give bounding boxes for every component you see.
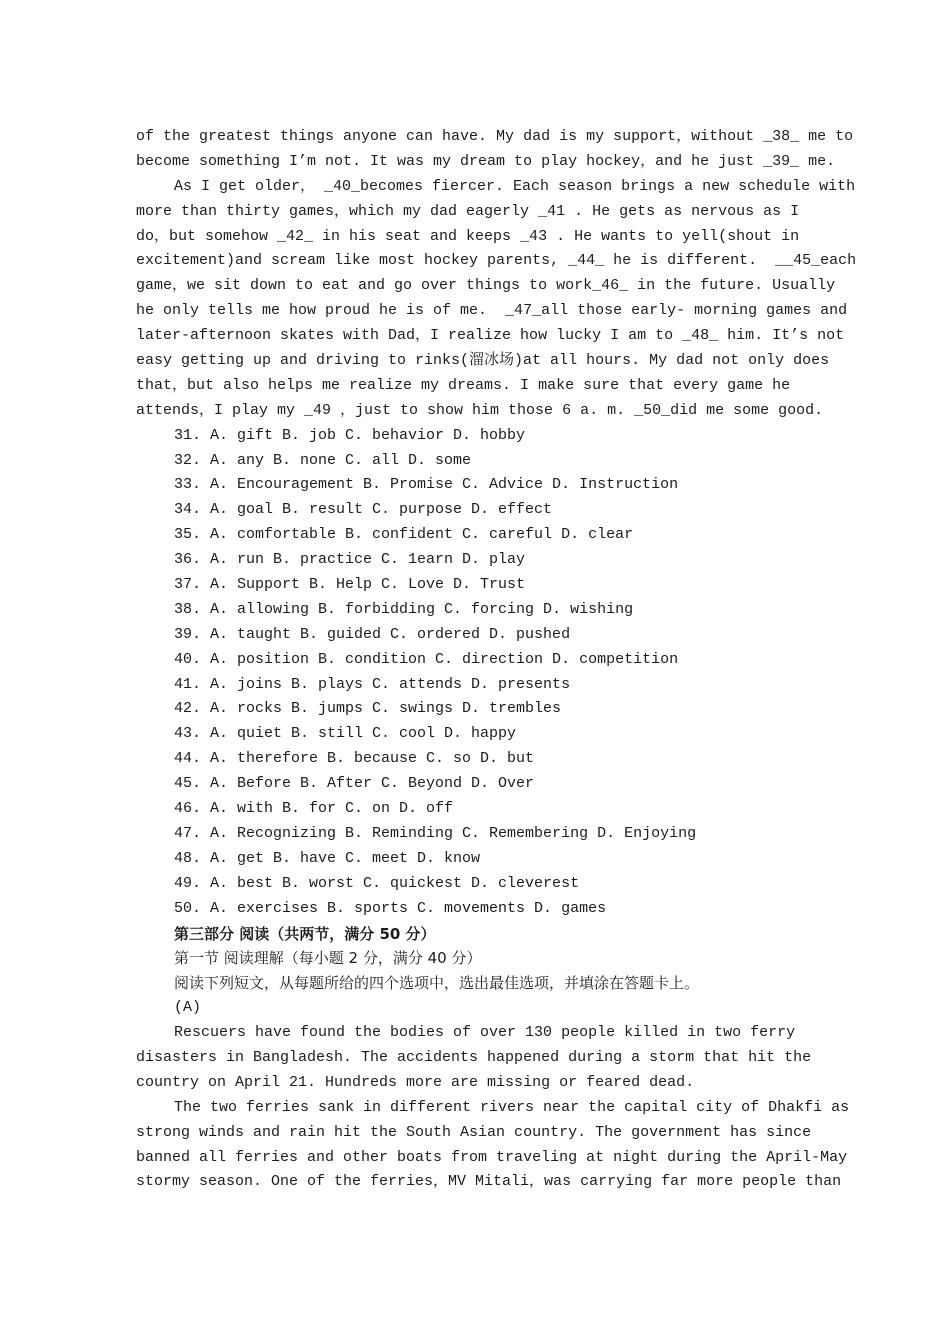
passage-line: game，we sit down to eat and go over things to work_46_ in the future. Usually xyxy=(136,277,836,295)
question-item: 44. A. therefore B. because C. so D. but xyxy=(174,750,535,768)
passage-label: (A) xyxy=(174,999,202,1017)
passage-line: attends，I play my _49 ，just to show him those 6 a. m. _50_did me some good. xyxy=(136,401,824,419)
question-item: 47. A. Recognizing B. Reminding C. Remembering D. Enjoying xyxy=(174,824,697,842)
passage-line: easy getting up and driving to rinks(溜冰场)at all hours. My dad not only does xyxy=(136,352,830,370)
section-heading: 第三部分 阅读（共两节，满分 50 分） xyxy=(174,924,436,943)
question-item: 41. A. joins B. plays C. attends D. presents xyxy=(174,675,571,693)
passage-line: do，but somehow _42_ in his seat and keeps _43 . He wants to yell(shout in xyxy=(136,227,800,245)
reading-line: banned all ferries and other boats from traveling at night during the April-May xyxy=(136,1148,848,1166)
passage-line: he only tells me how proud he is of me. _47_all those early- morning games and xyxy=(136,302,848,320)
question-item: 36. A. run B. practice C. 1earn D. play xyxy=(174,551,526,569)
question-item: 31. A. gift B. job C. behavior D. hobby xyxy=(174,426,526,444)
question-item: 33. A. Encouragement B. Promise C. Advice D. Instruction xyxy=(174,476,679,494)
passage-line: of the greatest things anyone can have. My dad is my support，without _38_ me to xyxy=(136,128,854,145)
reading-line: country on April 21. Hundreds more are missing or feared dead. xyxy=(136,1073,695,1091)
reading-line: Rescuers have found the bodies of over 130 people killed in two ferry xyxy=(174,1024,796,1042)
question-item: 49. A. best B. worst C. quickest D. cleverest xyxy=(174,874,580,892)
passage-line: more than thirty games，which my dad eagerly _41 . He gets as nervous as I xyxy=(136,202,800,220)
question-item: 34. A. goal B. result C. purpose D. effect xyxy=(174,501,553,519)
passage-line: later-afternoon skates with Dad，I realize how lucky I am to _48_ him. It’s not xyxy=(136,327,845,345)
question-item: 45. A. Before B. After C. Beyond D. Over xyxy=(174,775,535,793)
question-item: 46. A. with B. for C. on D. off xyxy=(174,800,454,818)
passage-line: become something I’m not. It was my dream to play hockey，and he just _39_ me. xyxy=(136,152,836,170)
reading-line: strong winds and rain hit the South Asian country. The government has since xyxy=(136,1123,812,1141)
question-item: 35. A. comfortable B. confident C. careful D. clear xyxy=(174,526,634,544)
question-item: 48. A. get B. have C. meet D. know xyxy=(174,849,481,867)
passage-line: that，but also helps me realize my dreams. I make sure that every game he xyxy=(136,376,791,394)
reading-line: The two ferries sank in different rivers near the capital city of Dhakfi as xyxy=(174,1098,850,1116)
document-page xyxy=(136,125,857,1195)
question-item: 40. A. position B. condition C. direction D. competition xyxy=(174,650,679,668)
subsection-heading: 第一节 阅读理解（每小题 2 分，满分 40 分） xyxy=(174,949,482,968)
passage-line: As I get older， _40_becomes fiercer. Each season brings a new schedule with xyxy=(174,177,856,195)
question-item: 39. A. taught B. guided C. ordered D. pushed xyxy=(174,625,571,643)
question-item: 43. A. quiet B. still C. cool D. happy xyxy=(174,725,517,743)
question-item: 32. A. any B. none C. all D. some xyxy=(174,451,472,469)
question-item: 37. A. Support B. Help C. Love D. Trust xyxy=(174,576,526,594)
instruction-text: 阅读下列短文，从每题所给的四个选项中，选出最佳选项，并填涂在答题卡上。 xyxy=(174,974,700,993)
question-item: 38. A. allowing B. forbidding C. forcing D. wishing xyxy=(174,600,634,618)
passage-line: excitement)and scream like most hockey parents, _44_ he is different. __45_each xyxy=(136,252,857,270)
question-item: 50. A. exercises B. sports C. movements D. games xyxy=(174,899,607,917)
reading-line: disasters in Bangladesh. The accidents happened during a storm that hit the xyxy=(136,1048,812,1066)
question-item: 42. A. rocks B. jumps C. swings D. trembles xyxy=(174,700,562,718)
reading-line: stormy season. One of the ferries，MV Mitali，was carrying far more people than xyxy=(136,1173,842,1191)
